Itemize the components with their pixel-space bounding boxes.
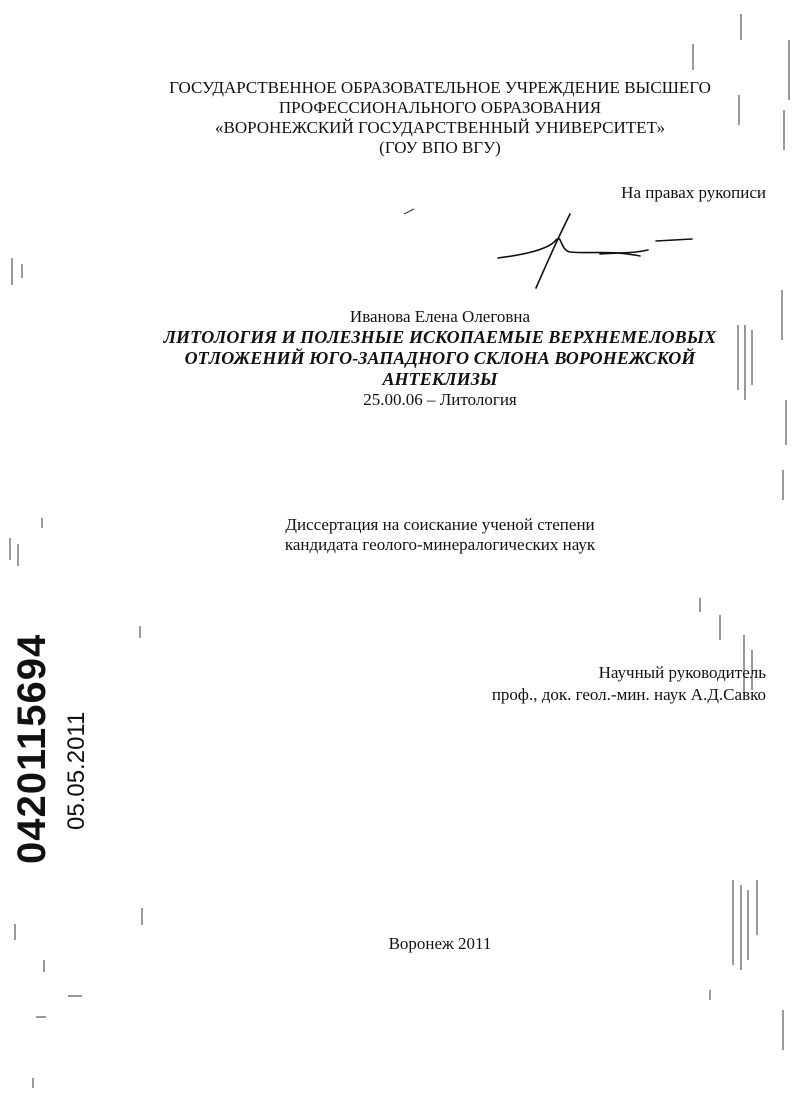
title-line: АНТЕКЛИЗЫ bbox=[382, 369, 498, 389]
library-stamp-date: 05.05.2011 bbox=[63, 711, 90, 830]
library-stamp-number: 0420115694 bbox=[10, 633, 54, 864]
thesis-info bbox=[120, 307, 760, 410]
title-line: ЛИТОЛОГИЯ И ПОЛЕЗНЫЕ ИСКОПАЕМЫЕ ВЕРХНЕМЕЛОВЫХ bbox=[163, 327, 717, 347]
degree-line: Диссертация на соискание ученой степени bbox=[285, 515, 595, 534]
thesis-title bbox=[120, 327, 760, 390]
degree-statement bbox=[120, 515, 760, 555]
author-name: Иванова Елена Олеговна bbox=[349, 307, 531, 326]
supervisor-label: Научный руководитель bbox=[598, 663, 766, 682]
degree-line: кандидата геолого-минералогических наук bbox=[284, 535, 596, 554]
institution-line: ПРОФЕССИОНАЛЬНОГО ОБРАЗОВАНИЯ bbox=[278, 98, 602, 117]
institution-line: ГОСУДАРСТВЕННОЕ ОБРАЗОВАТЕЛЬНОЕ УЧРЕЖДЕНИЕ ВЫСШЕГО bbox=[169, 78, 711, 97]
manuscript-note: На правах рукописи bbox=[621, 183, 766, 202]
institution-header bbox=[120, 78, 760, 158]
supervisor-name: проф., док. геол.-мин. наук А.Д.Савко bbox=[491, 685, 766, 704]
handwritten-signature bbox=[480, 210, 700, 290]
title-line: ОТЛОЖЕНИЙ ЮГО-ЗАПАДНОГО СКЛОНА ВОРОНЕЖСКОЙ bbox=[184, 348, 696, 368]
institution-line: «ВОРОНЕЖСКИЙ ГОСУДАРСТВЕННЫЙ УНИВЕРСИТЕТ» bbox=[214, 118, 666, 137]
specialty-code: 25.00.06 – Литология bbox=[363, 390, 517, 409]
city-year: Воронеж 2011 bbox=[388, 934, 492, 953]
institution-line: (ГОУ ВПО ВГУ) bbox=[379, 138, 501, 157]
supervisor-block bbox=[492, 662, 766, 706]
